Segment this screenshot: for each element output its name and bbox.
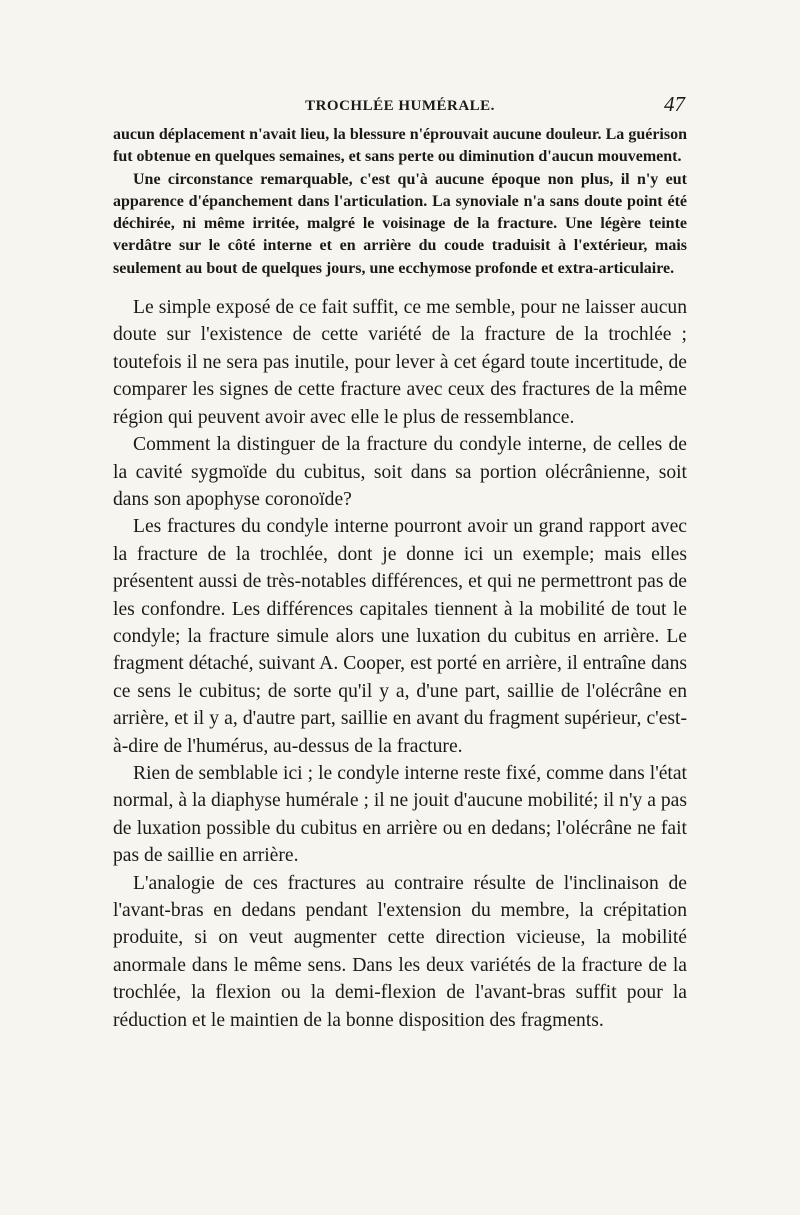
page-body [113,92,687,1034]
running-title: TROCHLÉE HUMÉRALE. [305,98,495,114]
paragraph-3: Le simple exposé de ce fait suffit, ce me semble, pour ne laisser aucun doute sur l'existence de cette variété de la fracture de la trochlée ; toutefois il ne sera pas inutile, pour lever à cet égard toute incertitude, de comparer les signes de cette fracture avec ceux des fractures de la même région qui peuvent avoir avec elle le plus de ressemblance. [113,297,687,428]
paragraph-2: Une circonstance remarquable, c'est qu'à aucune époque non plus, il n'y eut apparence d'épanchement dans l'articulation. La synoviale n'a sans doute point été déchirée, ni même irritée, malgré le voisinage de la fracture. Une légère teinte verdâtre sur le côté interne et en arrière du coude traduisit à l'extérieur, mais seulement au bout de quelques jours, une ecchymose profonde et extra-articulaire. [113,170,687,277]
paragraph-7: L'analogie de ces fractures au contraire résulte de l'inclinaison de l'avant-bras en dedans pendant l'extension du membre, la crépitation produite, si on veut augmenter cette direction vicieuse, la mobilité anormale dans le même sens. Dans les deux variétés de la fracture de la trochlée, la flexion ou la demi-flexion de l'avant-bras suffit pour la réduction et le maintien de la bonne disposition des fragments. [113,872,687,1031]
paragraph-6: Rien de semblable ici ; le condyle interne reste fixé, comme dans l'état normal, à la diaphyse humérale ; il ne jouit d'aucune mobilité; il n'y a pas de luxation possible du cubitus en arrière ou en dedans; l'olécrâne ne fait pas de saillie en arrière. [113,762,687,867]
page-header [113,92,687,118]
paragraph-1: aucun déplacement n'avait lieu, la blessure n'éprouvait aucune douleur. La guérison fut obtenue en quelques semaines, et sans perte ou diminution d'aucun mouvement. [113,126,687,166]
page-number: 47 [664,92,685,116]
paragraph-5: Les fractures du condyle interne pourront avoir un grand rapport avec la fracture de la trochlée, dont je donne ici un exemple; mais elles présentent aussi de très-notables différences, et qui ne permettront pas de les confondre. Les différences capitales tiennent à la mobilité de tout le condyle; la fracture simule alors une luxation du cubitus en arrière. Le fragment détaché, suivant A. Cooper, est porté en arrière, il entraîne dans ce sens le cubitus; de sorte qu'il y a, d'une part, saillie de l'olécrâne en arrière, et il y a, d'autre part, saillie en avant du fragment supérieur, c'est-à-dire de l'humérus, au-dessus de la fracture. [113,516,687,757]
paragraph-4: Comment la distinguer de la fracture du condyle interne, de celles de la cavité sygmoïde du cubitus, soit dans sa portion olécrânienne, soit dans son apophyse coronoïde? [113,434,687,510]
section-gap [113,280,687,294]
